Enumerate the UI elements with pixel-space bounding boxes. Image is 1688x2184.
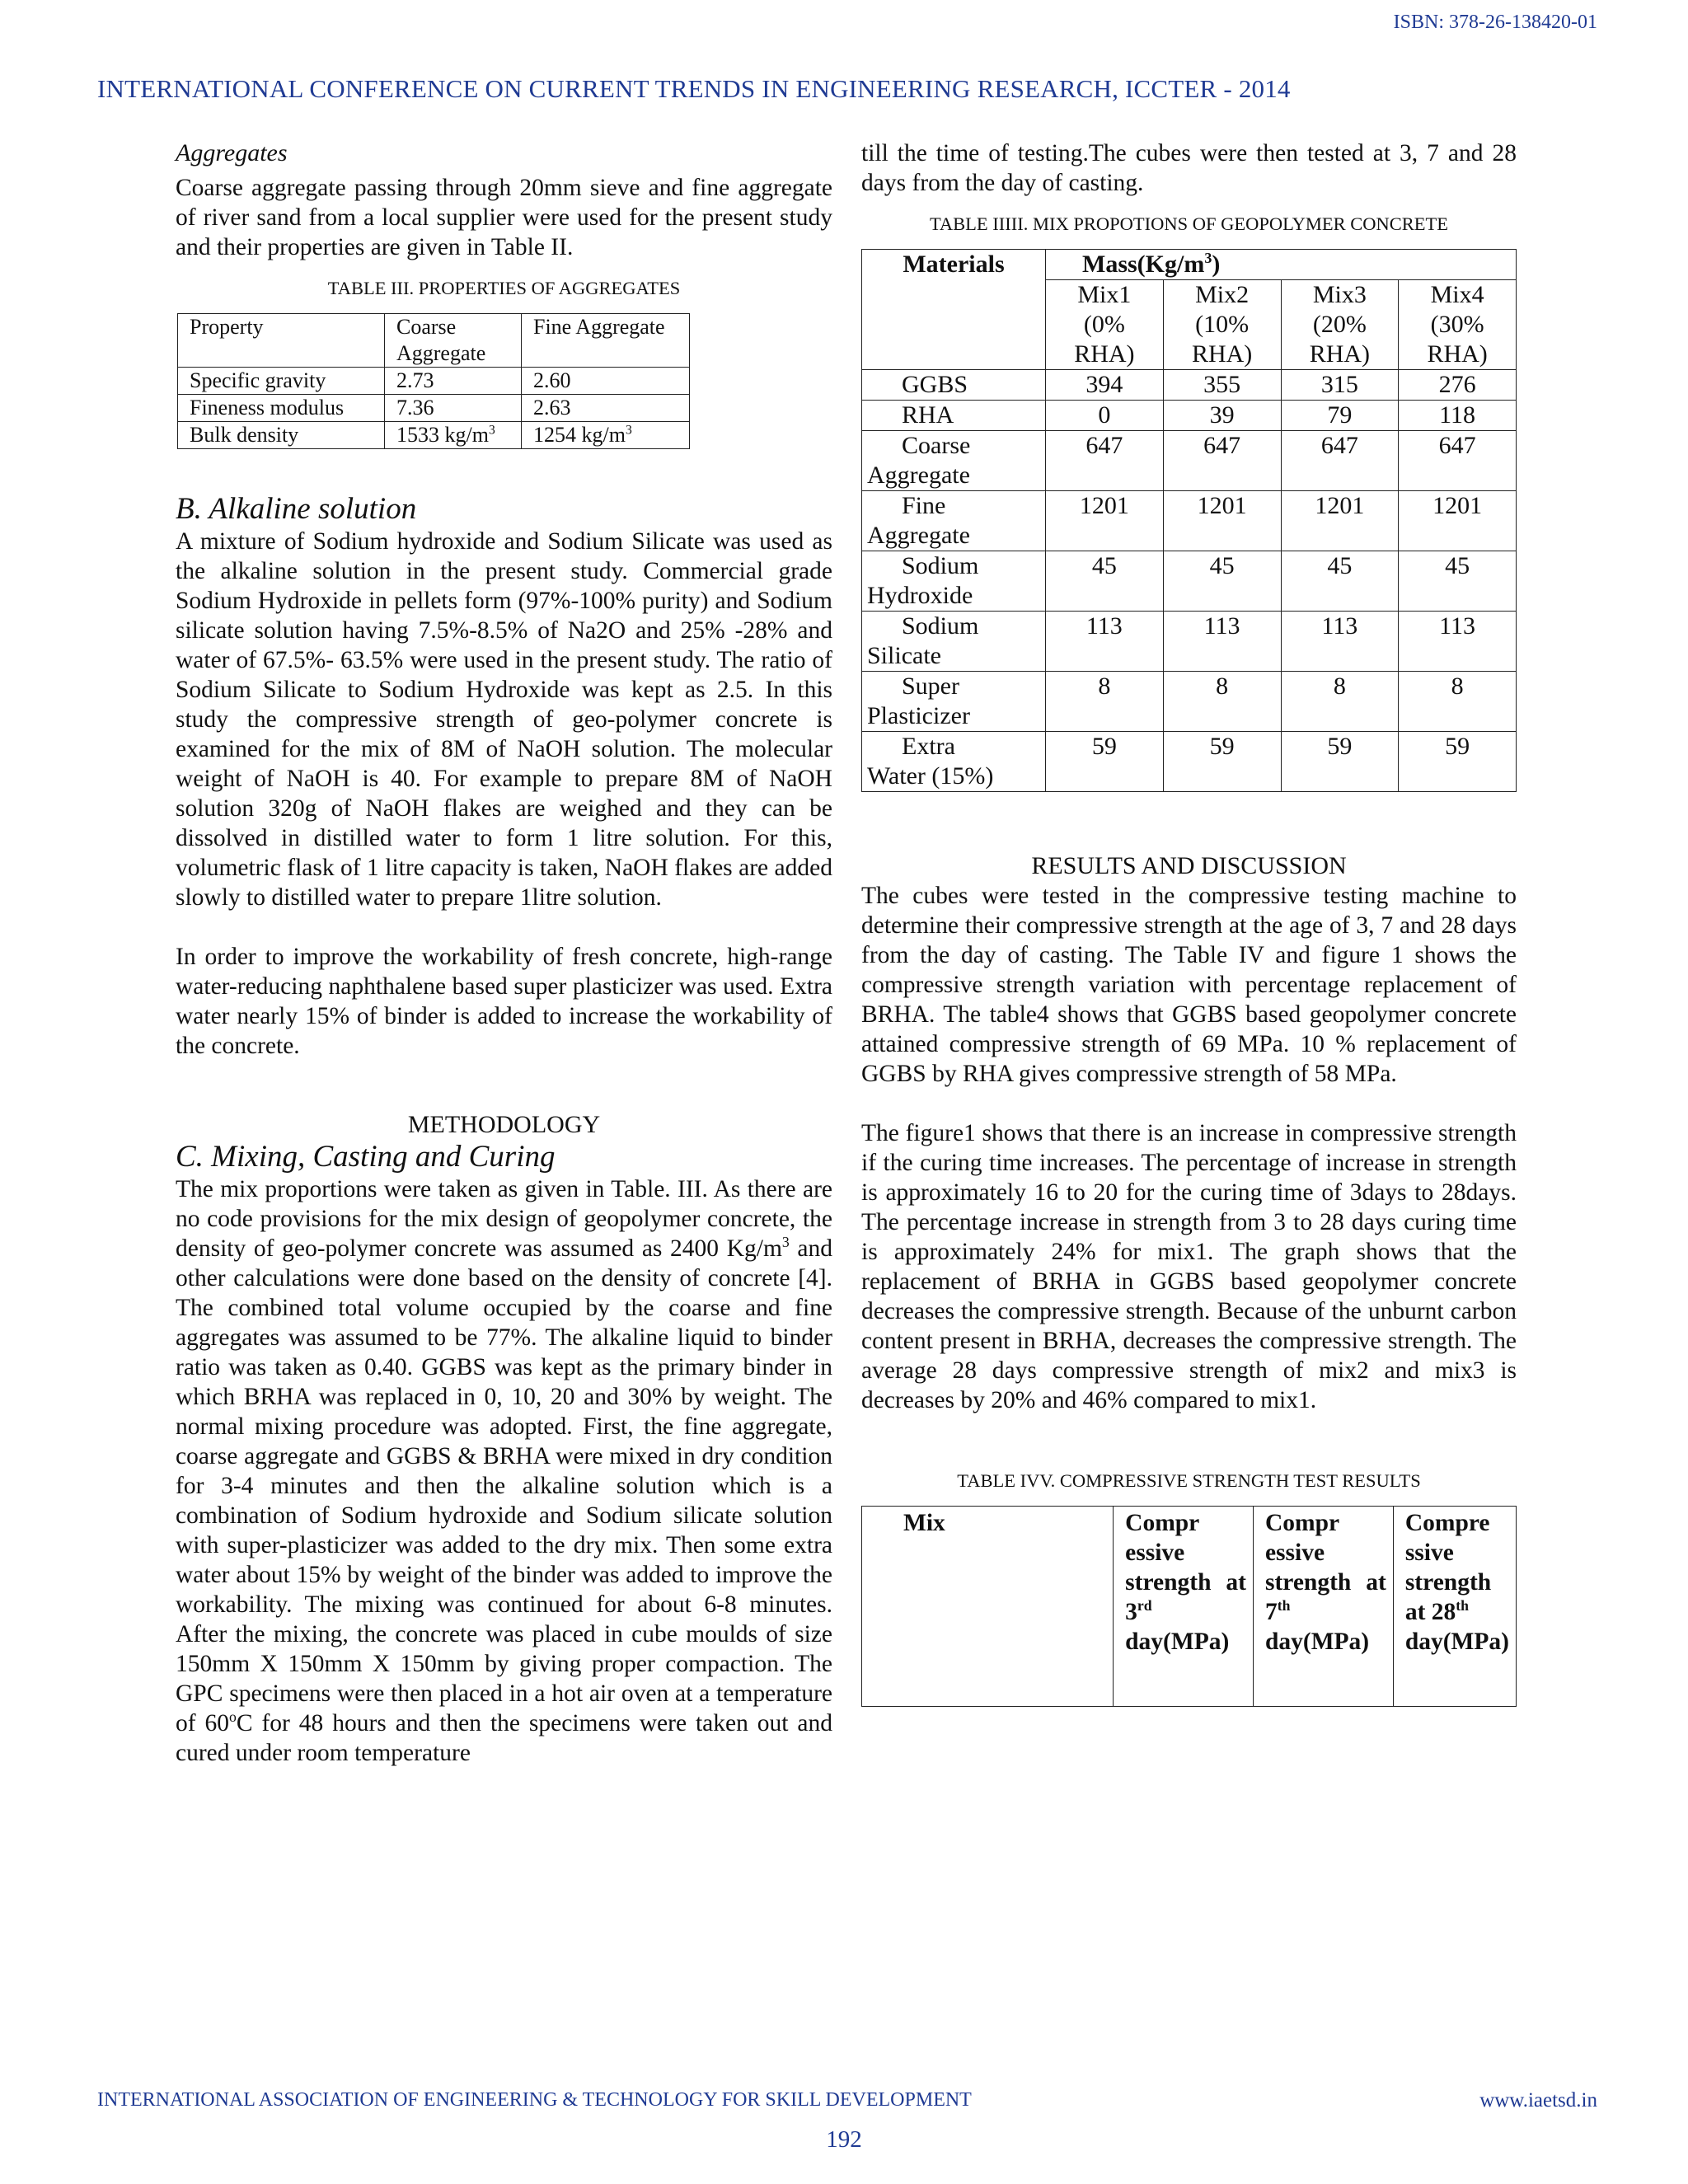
table-row (862, 672, 1517, 732)
material-name: Coarse (902, 432, 971, 459)
material-name: Sodium (902, 612, 979, 640)
table-header-28day (1393, 1507, 1516, 1707)
value-cell: 647 (1046, 431, 1164, 491)
value-cell: 315 (1281, 370, 1399, 401)
table-cell (522, 422, 690, 449)
results-paragraph-2: The figure1 shows that there is an increase in compressive strength if the curing time increases. The percentage of increase in strength is approximately 16 to 20 for the curing time of 3days to 28days. The percentage increase in strength from 3 to 28 days curing time is approximately 24% for mix1. The graph shows that the replacement of BRHA in GGBS based geopolymer concrete decreases the compressive strength. Because of the unburnt carbon content present in BRHA, decreases the compressive strength. The average 28 days compressive strength of mix2 and mix3 is decreases by 20% and 46% compared to mix1. (861, 1120, 1517, 1413)
material-name-cont: Aggregate (867, 522, 970, 549)
value-cell: 59 (1399, 732, 1517, 792)
table-row (862, 732, 1517, 792)
table-header-property: Property (178, 314, 385, 368)
value-cell: 59 (1046, 732, 1164, 792)
table-row (178, 314, 690, 368)
material-cell (862, 401, 1046, 431)
material-cell (862, 732, 1046, 792)
mix-rha: RHA) (1074, 340, 1135, 368)
material-cell (862, 672, 1046, 732)
value-cell: 45 (1281, 551, 1399, 612)
mix-name: Mix4 (1430, 281, 1484, 308)
aggregates-paragraph: Coarse aggregate passing through 20mm sieve and fine aggregate of river sand from a local supplier were used for the present study and their properties are given in Table II. (176, 175, 832, 260)
value-cell: 79 (1281, 401, 1399, 431)
value-cell: 45 (1163, 551, 1281, 612)
cell-text: 1533 kg/m (396, 423, 489, 447)
table3-caption: TABLE IIIII. MIX PROPOTIONS OF GEOPOLYMER CONCRETE (929, 213, 1449, 234)
table-cell: 7.36 (385, 395, 522, 422)
table-row (178, 422, 690, 449)
table-header-mass (1046, 250, 1517, 280)
superscript: rd (1137, 1597, 1152, 1615)
value-cell: 59 (1163, 732, 1281, 792)
mixing-heading: C. Mixing, Casting and Curing (176, 1140, 556, 1174)
table-header-mix: Mix (862, 1507, 1114, 1707)
page-number: 192 (826, 2126, 862, 2153)
conference-header: INTERNATIONAL CONFERENCE ON CURRENT TRENDS IN ENGINEERING RESEARCH, ICCTER - 2014 (97, 74, 1291, 103)
table-header-mix (1281, 280, 1399, 370)
material-name: GGBS (902, 371, 968, 398)
material-name: Sodium (902, 552, 979, 579)
alkaline-heading: B. Alkaline solution (176, 492, 417, 526)
table-cell: 2.60 (522, 368, 690, 395)
header-text: Mass(Kg/m (1082, 251, 1205, 278)
aggregates-table (177, 313, 690, 449)
material-cell (862, 612, 1046, 672)
table-cell: 2.63 (522, 395, 690, 422)
table2-caption: TABLE III. PROPERTIES OF AGGREGATES (327, 278, 681, 298)
material-name-cont: Aggregate (867, 462, 970, 489)
value-cell: 1201 (1163, 491, 1281, 551)
material-name-cont: Hydroxide (867, 582, 973, 609)
table-header-mix (1399, 280, 1517, 370)
table-row (862, 401, 1517, 431)
value-cell: 8 (1399, 672, 1517, 732)
value-cell: 39 (1163, 401, 1281, 431)
results-paragraph-1: The cubes were tested in the compressive testing machine to determine their compressive strength at the age of 3, 7 and 28 days from the day of casting. The Table IV and figure 1 shows the compressive strength variation with percentage replacement of BRHA. The table4 shows that GGBS based geopolymer concrete attained compressive strength of 69 MPa. 10 % replacement of GGBS by RHA gives compressive strength of 58 MPa. (861, 883, 1517, 1087)
mix-proportions-table (861, 249, 1517, 792)
table-cell (385, 422, 522, 449)
mix-pct: (20% (1312, 311, 1367, 338)
material-name-cont: Silicate (867, 642, 941, 669)
results-heading: RESULTS AND DISCUSSION (1031, 852, 1347, 879)
text-run: The mix proportions were taken as given in Table. III. As there are no code provisions for the mix design of geopolymer concrete, the density of geo-polymer concrete was assumed as 2400 Kg/m (176, 1176, 832, 1262)
table-row (862, 551, 1517, 612)
text-run: C for 48 hours and then the specimens were taken out and cured under room temperature (176, 1710, 833, 1766)
footer-organization: INTERNATIONAL ASSOCIATION OF ENGINEERING & TECHNOLOGY FOR SKILL DEVELOPMENT (97, 2089, 972, 2111)
table-header-mix (1046, 280, 1164, 370)
material-cell (862, 431, 1046, 491)
superscript: th (1277, 1597, 1291, 1615)
right-column (861, 138, 1517, 1707)
superscript: 3 (781, 1234, 790, 1251)
mix-name: Mix3 (1312, 281, 1367, 308)
value-cell: 647 (1399, 431, 1517, 491)
superscript: o (229, 1708, 237, 1726)
value-cell: 8 (1281, 672, 1399, 732)
value-cell: 355 (1163, 370, 1281, 401)
mixing-paragraph (176, 1174, 832, 1768)
mix-rha: RHA) (1427, 340, 1488, 368)
footer-website[interactable]: www.iaetsd.in (1479, 2089, 1597, 2111)
table-header-coarse: Coarse Aggregate (385, 314, 522, 368)
superscript: 3 (1204, 250, 1212, 266)
text-run: and other calculations were done based on the density of concrete [4]. The combined total volume occupied by the coarse and fine aggregates was assumed to be 77%. The alkaline liquid to binder ratio was taken as 0.40. GGBS was kept as the primary binder in which BRHA was replaced in 0, 10, 20 and 30% by weight. The normal mixing procedure was adopted. First, the fine aggregate, coarse aggregate and GGBS & BRHA were mixed in dry condition for 3-4 minutes and then the alkaline solution which is a combination of Sodium hydroxide and Sodium silicate solution with super-plasticizer was added to the dry mix. Then some extra water about 15% by weight of the binder was added to improve the workability. The mixing was continued for about 6-8 minutes. After the mixing, the concrete was placed in cube moulds of size 150mm X 150mm X 150mm by giving proper compaction. The GPC specimens were then placed in a hot air oven at a temperature of 60 (176, 1235, 832, 1736)
value-cell: 1201 (1281, 491, 1399, 551)
table-header-7day (1253, 1507, 1393, 1707)
table-row (862, 431, 1517, 491)
header-text: day(MPa) (1125, 1629, 1230, 1655)
table-row (862, 491, 1517, 551)
value-cell: 0 (1046, 401, 1164, 431)
value-cell: 394 (1046, 370, 1164, 401)
mix-pct: (0% (1083, 311, 1125, 338)
isbn: ISBN: 378-26-138420-01 (1393, 12, 1597, 33)
material-cell (862, 370, 1046, 401)
material-name: Super (902, 673, 959, 700)
material-name: Extra (902, 733, 955, 760)
table-row (862, 1507, 1517, 1707)
table-cell: Bulk density (178, 422, 385, 449)
material-name: Fine (902, 492, 946, 519)
value-cell: 8 (1046, 672, 1164, 732)
header-text: Compre ssive strength at 28 (1404, 1510, 1492, 1625)
table-header-materials: Materials (862, 250, 1046, 370)
value-cell: 45 (1046, 551, 1164, 612)
table-cell: Fineness modulus (178, 395, 385, 422)
value-cell: 113 (1399, 612, 1517, 672)
mix-pct: (30% (1430, 311, 1484, 338)
material-cell (862, 491, 1046, 551)
table4-caption: TABLE IVV. COMPRESSIVE STRENGTH TEST RESULTS (957, 1470, 1421, 1491)
material-name: RHA (902, 401, 954, 429)
alkaline-paragraph-2: In order to improve the workability of fresh concrete, high-range water-reducing naphthalene based super plasticizer was used. Extra water nearly 15% of binder is added to increase the workability of the concrete. (176, 944, 832, 1059)
mix-rha: RHA) (1191, 340, 1253, 368)
superscript: 3 (625, 423, 632, 438)
methodology-heading: METHODOLOGY (407, 1111, 601, 1138)
table-header-3day (1114, 1507, 1254, 1707)
mix-name: Mix2 (1195, 281, 1250, 308)
value-cell: 59 (1281, 732, 1399, 792)
compressive-strength-table (861, 1506, 1517, 1707)
continued-paragraph: till the time of testing.The cubes were then tested at 3, 7 and 28 days from the day of casting. (861, 140, 1517, 196)
table-row (862, 250, 1517, 280)
header-text: day(MPa) (1264, 1629, 1370, 1655)
table-header-fine: Fine Aggregate (522, 314, 690, 368)
mix-table-body (862, 370, 1517, 792)
material-cell (862, 551, 1046, 612)
header-text: ) (1212, 251, 1221, 278)
mix-pct: (10% (1195, 311, 1250, 338)
aggregates-heading: Aggregates (176, 139, 288, 166)
value-cell: 1201 (1399, 491, 1517, 551)
value-cell: 647 (1281, 431, 1399, 491)
table-row (862, 612, 1517, 672)
value-cell: 118 (1399, 401, 1517, 431)
value-cell: 647 (1163, 431, 1281, 491)
superscript: th (1456, 1597, 1470, 1615)
value-cell: 113 (1163, 612, 1281, 672)
table-row (862, 370, 1517, 401)
left-column (176, 138, 832, 1768)
value-cell: 276 (1399, 370, 1517, 401)
mix-rha: RHA) (1309, 340, 1371, 368)
value-cell: 113 (1046, 612, 1164, 672)
header-text: day(MPa) (1404, 1629, 1509, 1655)
value-cell: 45 (1399, 551, 1517, 612)
cell-text: 1254 kg/m (533, 423, 626, 447)
table-cell: Specific gravity (178, 368, 385, 395)
table-row (178, 368, 690, 395)
material-name-cont: Water (15%) (867, 762, 994, 790)
table-header-mix (1163, 280, 1281, 370)
value-cell: 1201 (1046, 491, 1164, 551)
alkaline-paragraph-1: A mixture of Sodium hydroxide and Sodium Silicate was used as the alkaline solution in the present study. Commercial grade Sodium Hydroxide in pellets form (97%-100% purity) and Sodium silicate solution having 7.5%-8.5% of Na2O and 25% -28% and water of 67.5%- 63.5% were used in the present study. The ratio of Sodium Silicate to Sodium Hydroxide was kept as 2.5. In this study the compressive strength of geo-polymer concrete is examined for the mix of 8M of NaOH solution. The molecular weight of NaOH is 40. For example to prepare 8M of NaOH solution 320g of NaOH flakes are weighed and they can be dissolved in distilled water to form 1 litre solution. For this, volumetric flask of 1 litre capacity is taken, NaOH flakes are added slowly to distilled water to prepare 1litre solution. (176, 528, 832, 911)
table-row (178, 395, 690, 422)
header-text: Compr essive strength at 7 (1264, 1510, 1386, 1625)
material-name-cont: Plasticizer (867, 702, 970, 729)
value-cell: 8 (1163, 672, 1281, 732)
value-cell: 113 (1281, 612, 1399, 672)
header-text: Compr essive strength at 3 (1125, 1510, 1246, 1625)
mix-name: Mix1 (1077, 281, 1132, 308)
superscript: 3 (488, 423, 495, 438)
table-cell: 2.73 (385, 368, 522, 395)
